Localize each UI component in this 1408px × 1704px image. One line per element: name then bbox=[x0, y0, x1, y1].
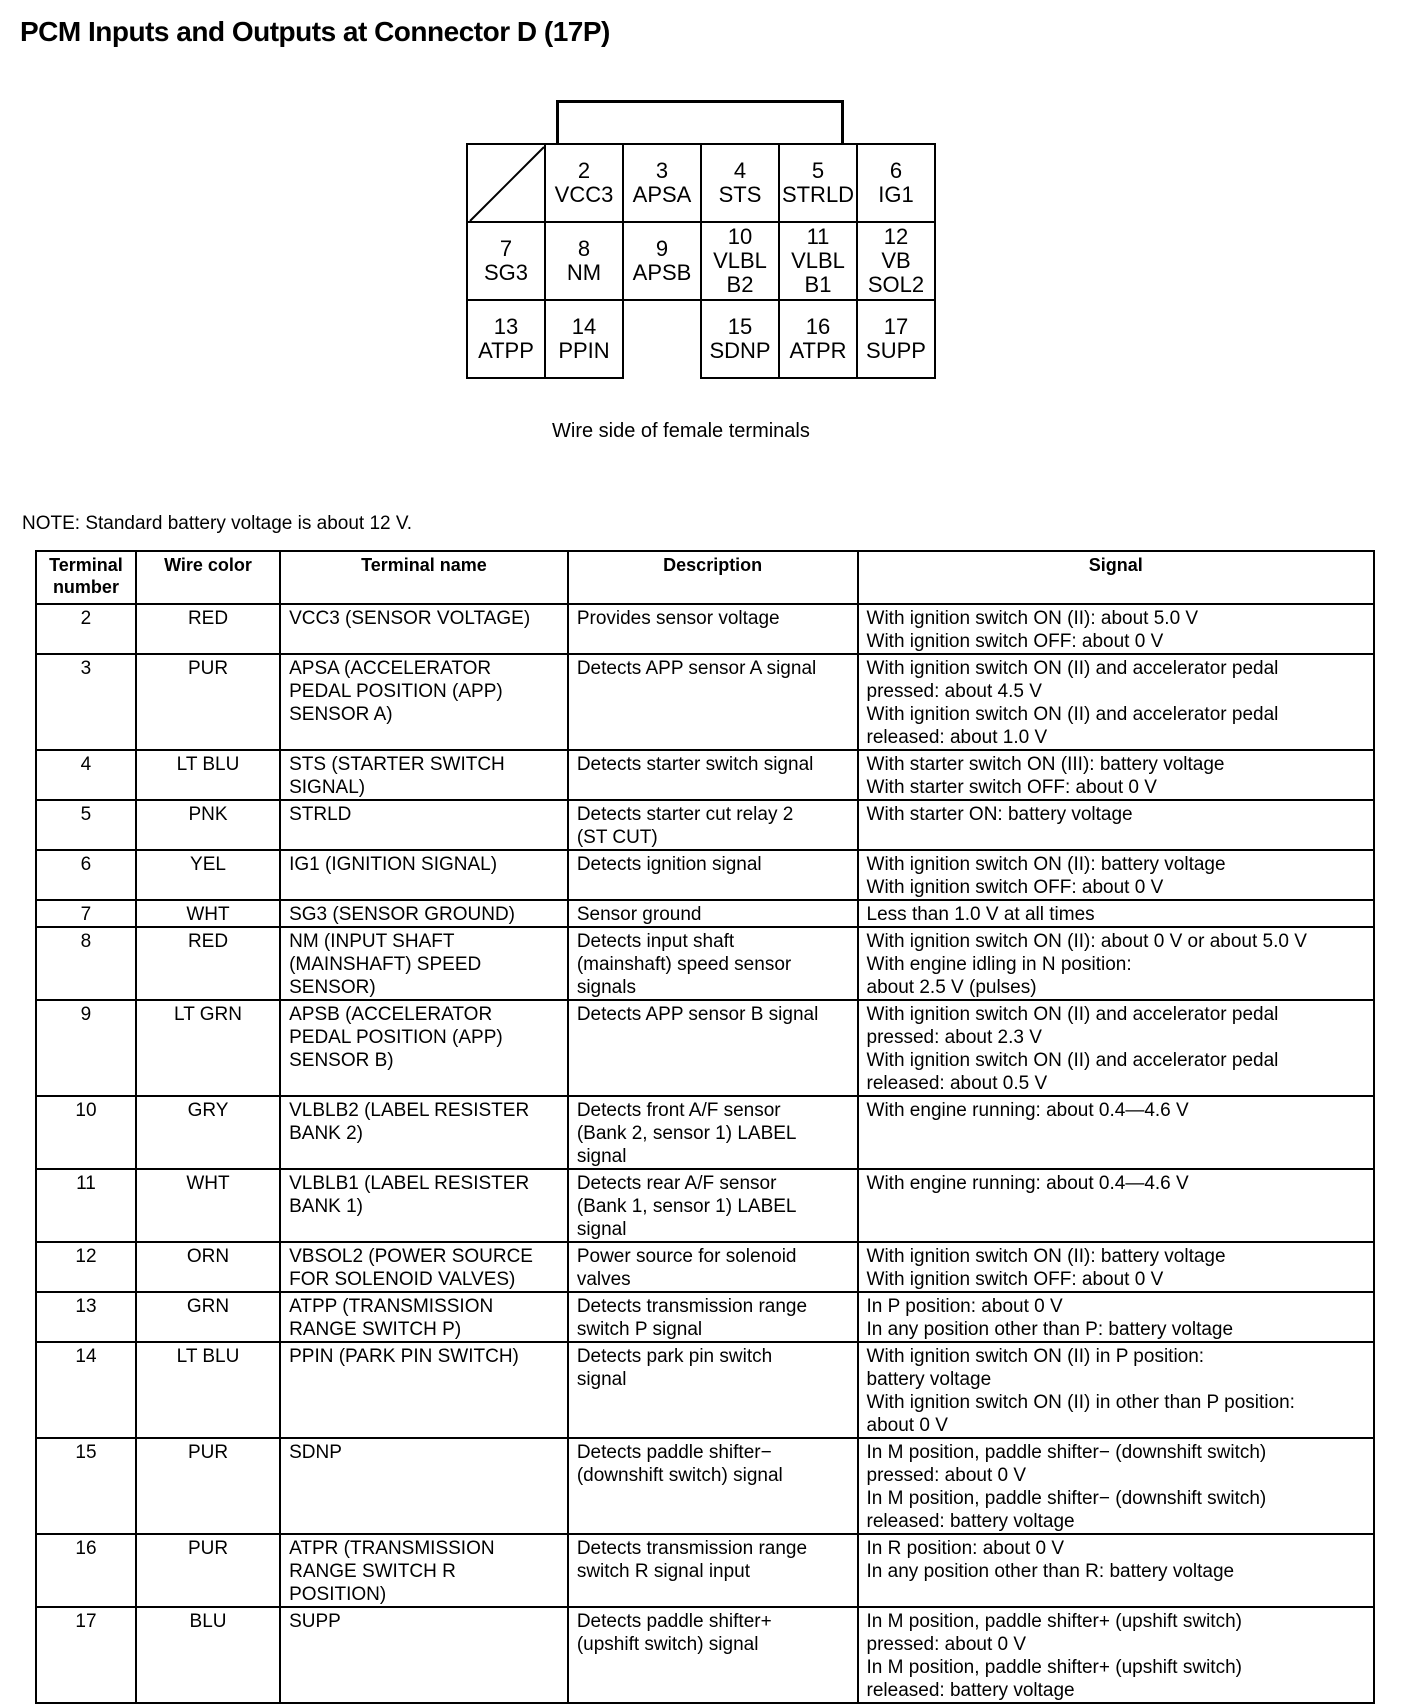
signal-cell bbox=[858, 800, 1374, 850]
description-cell-line: Detects paddle shifter+ bbox=[576, 1611, 772, 1632]
description-cell bbox=[568, 604, 858, 654]
signal-cell-line: With starter switch ON (III): battery voltage bbox=[866, 754, 1225, 775]
connector-terminal-10 bbox=[700, 221, 780, 301]
description-cell bbox=[568, 1292, 858, 1342]
table-row bbox=[36, 1169, 1374, 1242]
signal-cell bbox=[858, 1000, 1374, 1096]
terminal-name-cell-line: ATPR (TRANSMISSION bbox=[289, 1538, 495, 1559]
description-cell-line: signal bbox=[576, 1146, 627, 1167]
terminal-name-cell-line: NM (INPUT SHAFT bbox=[289, 931, 455, 952]
terminal-name-cell bbox=[280, 750, 568, 800]
signal-cell-line: Less than 1.0 V at all times bbox=[866, 904, 1095, 925]
description-cell bbox=[568, 750, 858, 800]
description-cell-line: Detects APP sensor A signal bbox=[576, 658, 817, 679]
description-cell bbox=[568, 900, 858, 927]
signal-cell-line: In any position other than P: battery voltage bbox=[866, 1319, 1234, 1340]
description-cell-line: Detects input shaft bbox=[576, 931, 735, 952]
terminal-name-cell bbox=[280, 1342, 568, 1438]
terminal-number: 11 bbox=[806, 224, 830, 249]
signal-cell-line: With starter switch OFF: about 0 V bbox=[866, 777, 1157, 798]
description-cell-line: (upshift switch) signal bbox=[576, 1634, 759, 1655]
terminal-name-cell-line: BANK 1) bbox=[289, 1196, 364, 1217]
connector-terminal-11 bbox=[778, 221, 858, 301]
description-cell-line: Detects rear A/F sensor bbox=[576, 1173, 777, 1194]
note-text: NOTE: Standard battery voltage is about 12 V. bbox=[22, 513, 413, 534]
description-cell-line: (Bank 2, sensor 1) LABEL bbox=[576, 1123, 797, 1144]
wire-color-cell: PUR bbox=[136, 1534, 280, 1607]
terminal-number-cell: 10 bbox=[36, 1096, 136, 1169]
terminal-name-cell-line: PPIN (PARK PIN SWITCH) bbox=[289, 1346, 519, 1367]
signal-cell bbox=[858, 900, 1374, 927]
signal-cell-line: With ignition switch ON (II): battery voltage bbox=[866, 854, 1226, 875]
terminal-name-cell-line: RANGE SWITCH P) bbox=[289, 1319, 462, 1340]
wire-color-cell: ORN bbox=[136, 1242, 280, 1292]
signal-cell-line: With ignition switch OFF: about 0 V bbox=[866, 877, 1164, 898]
signal-cell bbox=[858, 654, 1374, 750]
connector-caption: Wire side of female terminals bbox=[552, 420, 810, 442]
terminal-name-cell bbox=[280, 1438, 568, 1534]
terminal-name-cell bbox=[280, 800, 568, 850]
terminal-label: VLBL bbox=[713, 248, 767, 273]
signal-cell-line: pressed: about 0 V bbox=[866, 1465, 1027, 1486]
terminal-number: 4 bbox=[733, 158, 747, 183]
terminal-label: APSA bbox=[632, 182, 692, 207]
description-cell-line: Detects ignition signal bbox=[576, 854, 762, 875]
terminal-number: 6 bbox=[889, 158, 903, 183]
terminal-name-cell-line: APSB (ACCELERATOR bbox=[289, 1004, 493, 1025]
terminal-label: NM bbox=[566, 260, 602, 285]
wire-color-cell: YEL bbox=[136, 850, 280, 900]
signal-cell-line: about 0 V bbox=[866, 1415, 948, 1436]
connector-terminal-12 bbox=[856, 221, 936, 301]
terminal-number-cell: 5 bbox=[36, 800, 136, 850]
terminal-name-cell bbox=[280, 1169, 568, 1242]
signal-cell-line: With ignition switch ON (II): battery voltage bbox=[866, 1246, 1226, 1267]
signal-cell bbox=[858, 1169, 1374, 1242]
description-cell-line: signal bbox=[576, 1369, 627, 1390]
terminal-number: 16 bbox=[805, 314, 831, 339]
wire-color-cell: LT BLU bbox=[136, 1342, 280, 1438]
description-cell-line: (ST CUT) bbox=[576, 827, 658, 848]
terminal-name-cell bbox=[280, 604, 568, 654]
table-row bbox=[36, 1607, 1374, 1703]
wire-color-cell: WHT bbox=[136, 900, 280, 927]
terminal-label: PPIN bbox=[558, 338, 610, 363]
description-cell-line: Detects front A/F sensor bbox=[576, 1100, 781, 1121]
signal-cell-line: In R position: about 0 V bbox=[866, 1538, 1065, 1559]
terminal-table bbox=[35, 550, 1375, 1704]
diagonal-slash bbox=[468, 145, 546, 223]
wire-color-cell: GRY bbox=[136, 1096, 280, 1169]
terminal-number: 5 bbox=[811, 158, 825, 183]
signal-cell bbox=[858, 1438, 1374, 1534]
table-row bbox=[36, 900, 1374, 927]
signal-cell-line: pressed: about 4.5 V bbox=[866, 681, 1042, 702]
terminal-label: STS bbox=[718, 182, 762, 207]
terminal-name-cell-line: POSITION) bbox=[289, 1584, 387, 1605]
terminal-label: VCC3 bbox=[554, 182, 614, 207]
signal-cell-line: In M position, paddle shifter− (downshift switch) bbox=[866, 1488, 1267, 1509]
header-signal: Signal bbox=[858, 551, 1374, 604]
wire-color-cell: LT BLU bbox=[136, 750, 280, 800]
signal-cell-line: released: about 0.5 V bbox=[866, 1073, 1048, 1094]
table-row bbox=[36, 1438, 1374, 1534]
wire-color-cell: PNK bbox=[136, 800, 280, 850]
signal-cell-line: In M position, paddle shifter+ (upshift switch) bbox=[866, 1657, 1242, 1678]
terminal-name-cell-line: STRLD bbox=[289, 804, 352, 825]
terminal-label: VLBL bbox=[791, 248, 845, 273]
terminal-name-cell-line: (MAINSHAFT) SPEED bbox=[289, 954, 482, 975]
terminal-label: IG1 bbox=[878, 182, 914, 207]
signal-cell-line: In M position, paddle shifter− (downshift switch) bbox=[866, 1442, 1267, 1463]
connector-terminal-5 bbox=[778, 143, 858, 223]
terminal-number: 15 bbox=[727, 314, 753, 339]
description-cell-line: Power source for solenoid bbox=[576, 1246, 797, 1267]
description-cell-line: Detects park pin switch bbox=[576, 1346, 773, 1367]
terminal-number-cell: 16 bbox=[36, 1534, 136, 1607]
description-cell bbox=[568, 1607, 858, 1703]
description-cell-line: Provides sensor voltage bbox=[576, 608, 780, 629]
terminal-name-cell bbox=[280, 1096, 568, 1169]
connector-lock-tab bbox=[556, 100, 844, 143]
terminal-name-cell-line: APSA (ACCELERATOR bbox=[289, 658, 492, 679]
signal-cell-line: pressed: about 0 V bbox=[866, 1634, 1027, 1655]
signal-cell-line: With ignition switch OFF: about 0 V bbox=[866, 631, 1164, 652]
wire-color-cell: WHT bbox=[136, 1169, 280, 1242]
signal-cell bbox=[858, 1342, 1374, 1438]
signal-cell bbox=[858, 750, 1374, 800]
description-cell bbox=[568, 800, 858, 850]
terminal-name-cell bbox=[280, 1534, 568, 1607]
terminal-name-cell-line: VLBLB2 (LABEL RESISTER bbox=[289, 1100, 530, 1121]
connector-terminal-15 bbox=[700, 299, 780, 379]
table-header-row bbox=[36, 551, 1374, 604]
description-cell-line: Detects transmission range bbox=[576, 1296, 808, 1317]
description-cell bbox=[568, 1169, 858, 1242]
description-cell-line: signal bbox=[576, 1219, 627, 1240]
terminal-name-cell-line: SG3 (SENSOR GROUND) bbox=[289, 904, 516, 925]
signal-cell-line: With engine running: about 0.4—4.6 V bbox=[866, 1173, 1189, 1194]
signal-cell-line: battery voltage bbox=[866, 1369, 992, 1390]
signal-cell-line: pressed: about 2.3 V bbox=[866, 1027, 1042, 1048]
description-cell bbox=[568, 1000, 858, 1096]
terminal-name-cell-line: BANK 2) bbox=[289, 1123, 364, 1144]
terminal-number: 10 bbox=[727, 224, 753, 249]
signal-cell-line: released: about 1.0 V bbox=[866, 727, 1048, 748]
table-row bbox=[36, 654, 1374, 750]
table-row bbox=[36, 927, 1374, 1000]
terminal-number: 14 bbox=[571, 314, 597, 339]
terminal-label: B2 bbox=[726, 272, 754, 297]
signal-cell-line: released: battery voltage bbox=[866, 1511, 1075, 1532]
header-terminal-number: Terminal number bbox=[36, 551, 136, 604]
signal-cell-line: With ignition switch ON (II): about 5.0 V bbox=[866, 608, 1199, 629]
terminal-name-cell bbox=[280, 1000, 568, 1096]
terminal-label: VB bbox=[881, 248, 911, 273]
wire-color-cell: PUR bbox=[136, 1438, 280, 1534]
terminal-name-cell-line: SDNP bbox=[289, 1442, 342, 1463]
description-cell-line: Detects paddle shifter− bbox=[576, 1442, 772, 1463]
terminal-number: 2 bbox=[577, 158, 591, 183]
terminal-label: B1 bbox=[804, 272, 832, 297]
table-row bbox=[36, 850, 1374, 900]
terminal-number-cell: 17 bbox=[36, 1607, 136, 1703]
terminal-name-cell-line: IG1 (IGNITION SIGNAL) bbox=[289, 854, 498, 875]
header-description: Description bbox=[568, 551, 858, 604]
terminal-number: 17 bbox=[883, 314, 909, 339]
terminal-name-cell-line: PEDAL POSITION (APP) bbox=[289, 681, 503, 702]
description-cell bbox=[568, 1342, 858, 1438]
terminal-number-cell: 8 bbox=[36, 927, 136, 1000]
terminal-number-cell: 4 bbox=[36, 750, 136, 800]
table-row bbox=[36, 1292, 1374, 1342]
description-cell-line: valves bbox=[576, 1269, 631, 1290]
terminal-label: SUPP bbox=[866, 338, 926, 363]
description-cell-line: switch P signal bbox=[576, 1319, 703, 1340]
description-cell-line: Sensor ground bbox=[576, 904, 702, 925]
signal-cell bbox=[858, 850, 1374, 900]
connector-terminal-9 bbox=[622, 221, 702, 301]
page-title: PCM Inputs and Outputs at Connector D (17P) bbox=[20, 16, 610, 47]
terminal-number: 12 bbox=[883, 224, 909, 249]
description-cell-line: (mainshaft) speed sensor bbox=[576, 954, 792, 975]
terminal-name-cell-line: VLBLB1 (LABEL RESISTER bbox=[289, 1173, 530, 1194]
signal-cell bbox=[858, 1242, 1374, 1292]
description-cell-line: Detects transmission range bbox=[576, 1538, 808, 1559]
signal-cell bbox=[858, 1096, 1374, 1169]
terminal-number-cell: 11 bbox=[36, 1169, 136, 1242]
table-row bbox=[36, 1000, 1374, 1096]
terminal-number-cell: 2 bbox=[36, 604, 136, 654]
connector-terminal-8 bbox=[544, 221, 624, 301]
terminal-name-cell bbox=[280, 927, 568, 1000]
terminal-label: SG3 bbox=[483, 260, 529, 285]
table-row bbox=[36, 1534, 1374, 1607]
terminal-name-cell bbox=[280, 1607, 568, 1703]
signal-cell bbox=[858, 1292, 1374, 1342]
terminal-number: 7 bbox=[499, 236, 513, 261]
signal-cell-line: about 2.5 V (pulses) bbox=[866, 977, 1037, 998]
signal-cell-line: With ignition switch ON (II) and accelerator pedal bbox=[866, 1004, 1279, 1025]
table-row bbox=[36, 1242, 1374, 1292]
connector-terminal-6 bbox=[856, 143, 936, 223]
signal-cell-line: With ignition switch ON (II) in other than P position: bbox=[866, 1392, 1295, 1413]
terminal-name-cell-line: SENSOR) bbox=[289, 977, 376, 998]
signal-cell-line: With engine running: about 0.4—4.6 V bbox=[866, 1100, 1189, 1121]
connector-terminal-13 bbox=[466, 299, 546, 379]
description-cell-line: (Bank 1, sensor 1) LABEL bbox=[576, 1196, 797, 1217]
signal-cell-line: With ignition switch ON (II) and accelerator pedal bbox=[866, 658, 1279, 679]
wire-color-cell: RED bbox=[136, 927, 280, 1000]
signal-cell bbox=[858, 1607, 1374, 1703]
terminal-name-cell bbox=[280, 654, 568, 750]
terminal-name-cell-line: RANGE SWITCH R bbox=[289, 1561, 456, 1582]
signal-cell bbox=[858, 927, 1374, 1000]
signal-cell bbox=[858, 604, 1374, 654]
signal-cell bbox=[858, 1534, 1374, 1607]
table-row bbox=[36, 1342, 1374, 1438]
terminal-name-cell bbox=[280, 1292, 568, 1342]
connector-terminal-14 bbox=[544, 299, 624, 379]
description-cell bbox=[568, 927, 858, 1000]
terminal-name-cell-line: FOR SOLENOID VALVES) bbox=[289, 1269, 516, 1290]
terminal-label: ATPP bbox=[478, 338, 534, 363]
description-cell-line: Detects starter cut relay 2 bbox=[576, 804, 794, 825]
terminal-number-cell: 12 bbox=[36, 1242, 136, 1292]
terminal-label: STRLD bbox=[781, 182, 855, 207]
table-row bbox=[36, 750, 1374, 800]
terminal-number-cell: 9 bbox=[36, 1000, 136, 1096]
terminal-number-cell: 13 bbox=[36, 1292, 136, 1342]
description-cell-line: switch R signal input bbox=[576, 1561, 751, 1582]
terminal-label: SDNP bbox=[709, 338, 771, 363]
terminal-number-cell: 6 bbox=[36, 850, 136, 900]
terminal-name-cell-line: SUPP bbox=[289, 1611, 341, 1632]
signal-cell-line: With ignition switch OFF: about 0 V bbox=[866, 1269, 1164, 1290]
signal-cell-line: In any position other than R: battery voltage bbox=[866, 1561, 1235, 1582]
description-cell-line: signals bbox=[576, 977, 636, 998]
wire-color-cell: RED bbox=[136, 604, 280, 654]
wire-color-cell: BLU bbox=[136, 1607, 280, 1703]
terminal-number: 3 bbox=[655, 158, 669, 183]
terminal-name-cell bbox=[280, 900, 568, 927]
terminal-number: 13 bbox=[493, 314, 519, 339]
connector-terminal-4 bbox=[700, 143, 780, 223]
terminal-name-cell-line: PEDAL POSITION (APP) bbox=[289, 1027, 503, 1048]
header-terminal-name: Terminal name bbox=[280, 551, 568, 604]
terminal-name-cell-line: SENSOR B) bbox=[289, 1050, 394, 1071]
terminal-number-cell: 15 bbox=[36, 1438, 136, 1534]
description-cell-line: (downshift switch) signal bbox=[576, 1465, 783, 1486]
wire-color-cell: GRN bbox=[136, 1292, 280, 1342]
description-cell-line: Detects APP sensor B signal bbox=[576, 1004, 819, 1025]
terminal-number-cell: 7 bbox=[36, 900, 136, 927]
terminal-name-cell-line: VBSOL2 (POWER SOURCE bbox=[289, 1246, 533, 1267]
signal-cell-line: With ignition switch ON (II) in P position: bbox=[866, 1346, 1205, 1367]
table-row bbox=[36, 1096, 1374, 1169]
signal-cell-line: With ignition switch ON (II) and accelerator pedal bbox=[866, 1050, 1279, 1071]
description-cell-line: Detects starter switch signal bbox=[576, 754, 814, 775]
signal-cell-line: With ignition switch ON (II) and accelerator pedal bbox=[866, 704, 1279, 725]
wire-color-cell: PUR bbox=[136, 654, 280, 750]
connector-terminal-3 bbox=[622, 143, 702, 223]
terminal-number: 8 bbox=[577, 236, 591, 261]
terminal-number-cell: 3 bbox=[36, 654, 136, 750]
terminal-label: SOL2 bbox=[867, 272, 925, 297]
connector-terminal-16 bbox=[778, 299, 858, 379]
description-cell bbox=[568, 850, 858, 900]
header-wire-color: Wire color bbox=[136, 551, 280, 604]
terminal-name-cell-line: SENSOR A) bbox=[289, 704, 393, 725]
terminal-name-cell-line: ATPP (TRANSMISSION bbox=[289, 1296, 494, 1317]
signal-cell-line: released: battery voltage bbox=[866, 1680, 1075, 1701]
connector-terminal-17 bbox=[856, 299, 936, 379]
wire-color-cell: LT GRN bbox=[136, 1000, 280, 1096]
description-cell bbox=[568, 654, 858, 750]
terminal-name-cell-line: STS (STARTER SWITCH bbox=[289, 754, 505, 775]
connector-terminal-2 bbox=[544, 143, 624, 223]
terminal-label: ATPR bbox=[789, 338, 847, 363]
table-row bbox=[36, 800, 1374, 850]
table-row bbox=[36, 604, 1374, 654]
description-cell bbox=[568, 1242, 858, 1292]
terminal-label: APSB bbox=[632, 260, 692, 285]
terminal-name-cell-line: VCC3 (SENSOR VOLTAGE) bbox=[289, 608, 531, 629]
terminal-name-cell bbox=[280, 1242, 568, 1292]
connector-terminal-7 bbox=[466, 221, 546, 301]
terminal-name-cell-line: SIGNAL) bbox=[289, 777, 366, 798]
terminal-number-cell: 14 bbox=[36, 1342, 136, 1438]
description-cell bbox=[568, 1438, 858, 1534]
connector-blank-cell bbox=[466, 143, 546, 223]
signal-cell-line: In P position: about 0 V bbox=[866, 1296, 1063, 1317]
signal-cell-line: With starter ON: battery voltage bbox=[866, 804, 1133, 825]
signal-cell-line: With engine idling in N position: bbox=[866, 954, 1132, 975]
description-cell bbox=[568, 1096, 858, 1169]
terminal-number: 9 bbox=[655, 236, 669, 261]
signal-cell-line: With ignition switch ON (II): about 0 V or about 5.0 V bbox=[866, 931, 1307, 952]
description-cell bbox=[568, 1534, 858, 1607]
terminal-name-cell bbox=[280, 850, 568, 900]
signal-cell-line: In M position, paddle shifter+ (upshift switch) bbox=[866, 1611, 1242, 1632]
